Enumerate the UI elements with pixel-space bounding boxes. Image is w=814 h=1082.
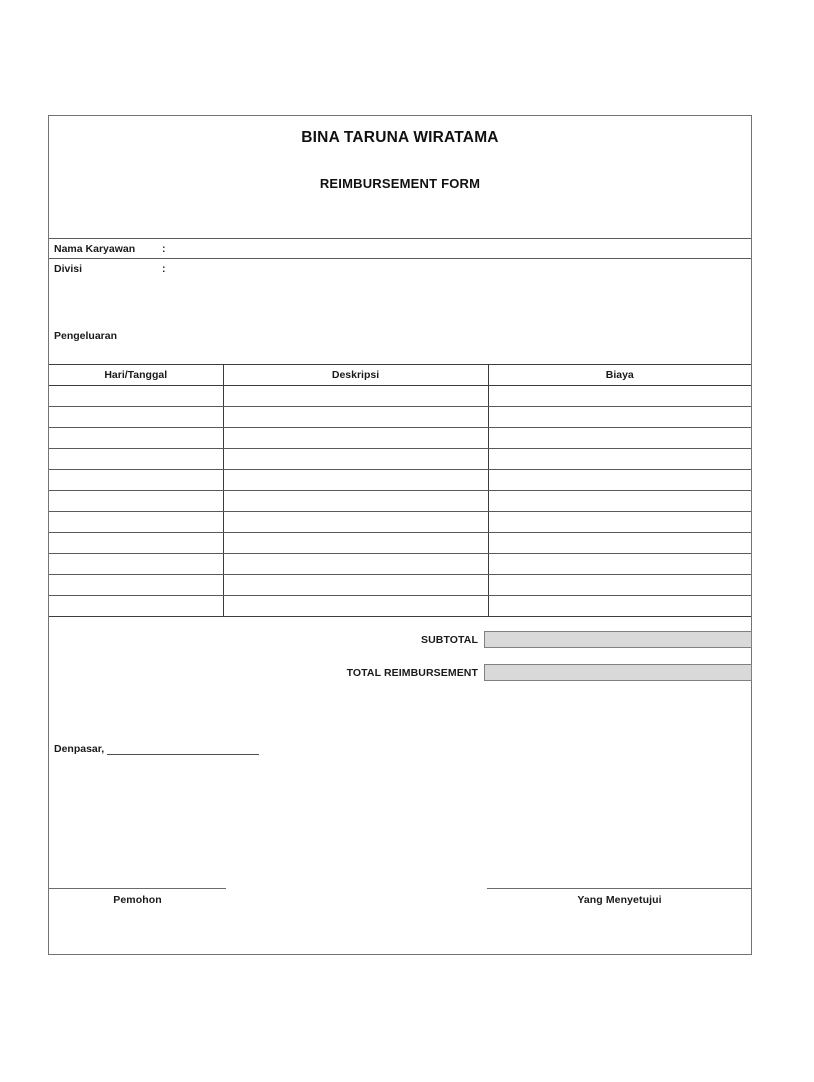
- cell-date[interactable]: [49, 533, 223, 554]
- cell-date[interactable]: [49, 491, 223, 512]
- cell-cost[interactable]: [488, 449, 751, 470]
- nama-karyawan-label: Nama Karyawan: [54, 242, 136, 255]
- table-row: [49, 428, 751, 449]
- signature-block-pemohon: [49, 888, 226, 906]
- table-row: [49, 470, 751, 491]
- cell-description[interactable]: [223, 533, 488, 554]
- form-header: [49, 116, 751, 238]
- expenses-table-body: [49, 386, 751, 617]
- city-label: Denpasar,: [54, 743, 105, 755]
- table-row: [49, 449, 751, 470]
- table-row: [49, 407, 751, 428]
- table-row: [49, 533, 751, 554]
- cell-cost[interactable]: [488, 575, 751, 596]
- field-row-nama-karyawan: [49, 238, 751, 258]
- total-reimbursement-row: [49, 664, 751, 681]
- expenses-section-label: Pengeluaran: [54, 330, 118, 342]
- cell-cost[interactable]: [488, 428, 751, 449]
- cell-date[interactable]: [49, 386, 223, 407]
- table-header-row: [49, 365, 751, 386]
- cell-cost[interactable]: [488, 491, 751, 512]
- cell-description[interactable]: [223, 575, 488, 596]
- table-row: [49, 554, 751, 575]
- nama-karyawan-colon: :: [162, 242, 166, 255]
- table-row: [49, 512, 751, 533]
- cell-date[interactable]: [49, 554, 223, 575]
- company-title: BINA TARUNA WIRATAMA: [301, 129, 499, 146]
- expenses-table: [49, 364, 751, 617]
- cell-date[interactable]: [49, 512, 223, 533]
- cell-cost[interactable]: [488, 386, 751, 407]
- cell-date[interactable]: [49, 596, 223, 617]
- signature-area: [49, 888, 751, 954]
- cell-date[interactable]: [49, 407, 223, 428]
- cell-description[interactable]: [223, 470, 488, 491]
- cell-description[interactable]: [223, 596, 488, 617]
- cell-cost[interactable]: [488, 533, 751, 554]
- cell-cost[interactable]: [488, 512, 751, 533]
- table-row: [49, 575, 751, 596]
- cell-description[interactable]: [223, 407, 488, 428]
- total-reimbursement-label: TOTAL REIMBURSEMENT: [346, 666, 478, 679]
- cell-cost[interactable]: [488, 407, 751, 428]
- date-input-rule[interactable]: [107, 743, 259, 755]
- column-header-deskripsi: Deskripsi: [223, 365, 488, 386]
- cell-date[interactable]: [49, 575, 223, 596]
- cell-date[interactable]: [49, 428, 223, 449]
- cell-description[interactable]: [223, 554, 488, 575]
- totals-section: [49, 617, 751, 681]
- table-row: [49, 491, 751, 512]
- cell-description[interactable]: [223, 491, 488, 512]
- signature-caption-approver: Yang Menyetujui: [577, 894, 662, 906]
- column-header-biaya: Biaya: [488, 365, 751, 386]
- subtotal-value-field[interactable]: [484, 631, 752, 648]
- cell-cost[interactable]: [488, 596, 751, 617]
- cell-date[interactable]: [49, 449, 223, 470]
- signature-caption-pemohon: Pemohon: [113, 894, 162, 906]
- cell-description[interactable]: [223, 512, 488, 533]
- subtotal-row: [49, 631, 751, 648]
- cell-description[interactable]: [223, 449, 488, 470]
- form-title: REIMBURSEMENT FORM: [319, 175, 481, 191]
- divisi-label: Divisi: [54, 262, 83, 275]
- signature-block-approver: [487, 888, 752, 906]
- table-row: [49, 386, 751, 407]
- field-row-divisi: [49, 258, 751, 278]
- subtotal-label: SUBTOTAL: [421, 633, 478, 646]
- reimbursement-form-sheet: [48, 115, 752, 955]
- cell-date[interactable]: [49, 470, 223, 491]
- divisi-colon: :: [162, 262, 166, 275]
- place-date-line: [49, 743, 751, 755]
- column-header-hari-tanggal: Hari/Tanggal: [49, 365, 223, 386]
- cell-description[interactable]: [223, 428, 488, 449]
- cell-cost[interactable]: [488, 554, 751, 575]
- cell-description[interactable]: [223, 386, 488, 407]
- expenses-section-band: [49, 278, 751, 364]
- total-reimbursement-value-field[interactable]: [484, 664, 752, 681]
- cell-cost[interactable]: [488, 470, 751, 491]
- table-row: [49, 596, 751, 617]
